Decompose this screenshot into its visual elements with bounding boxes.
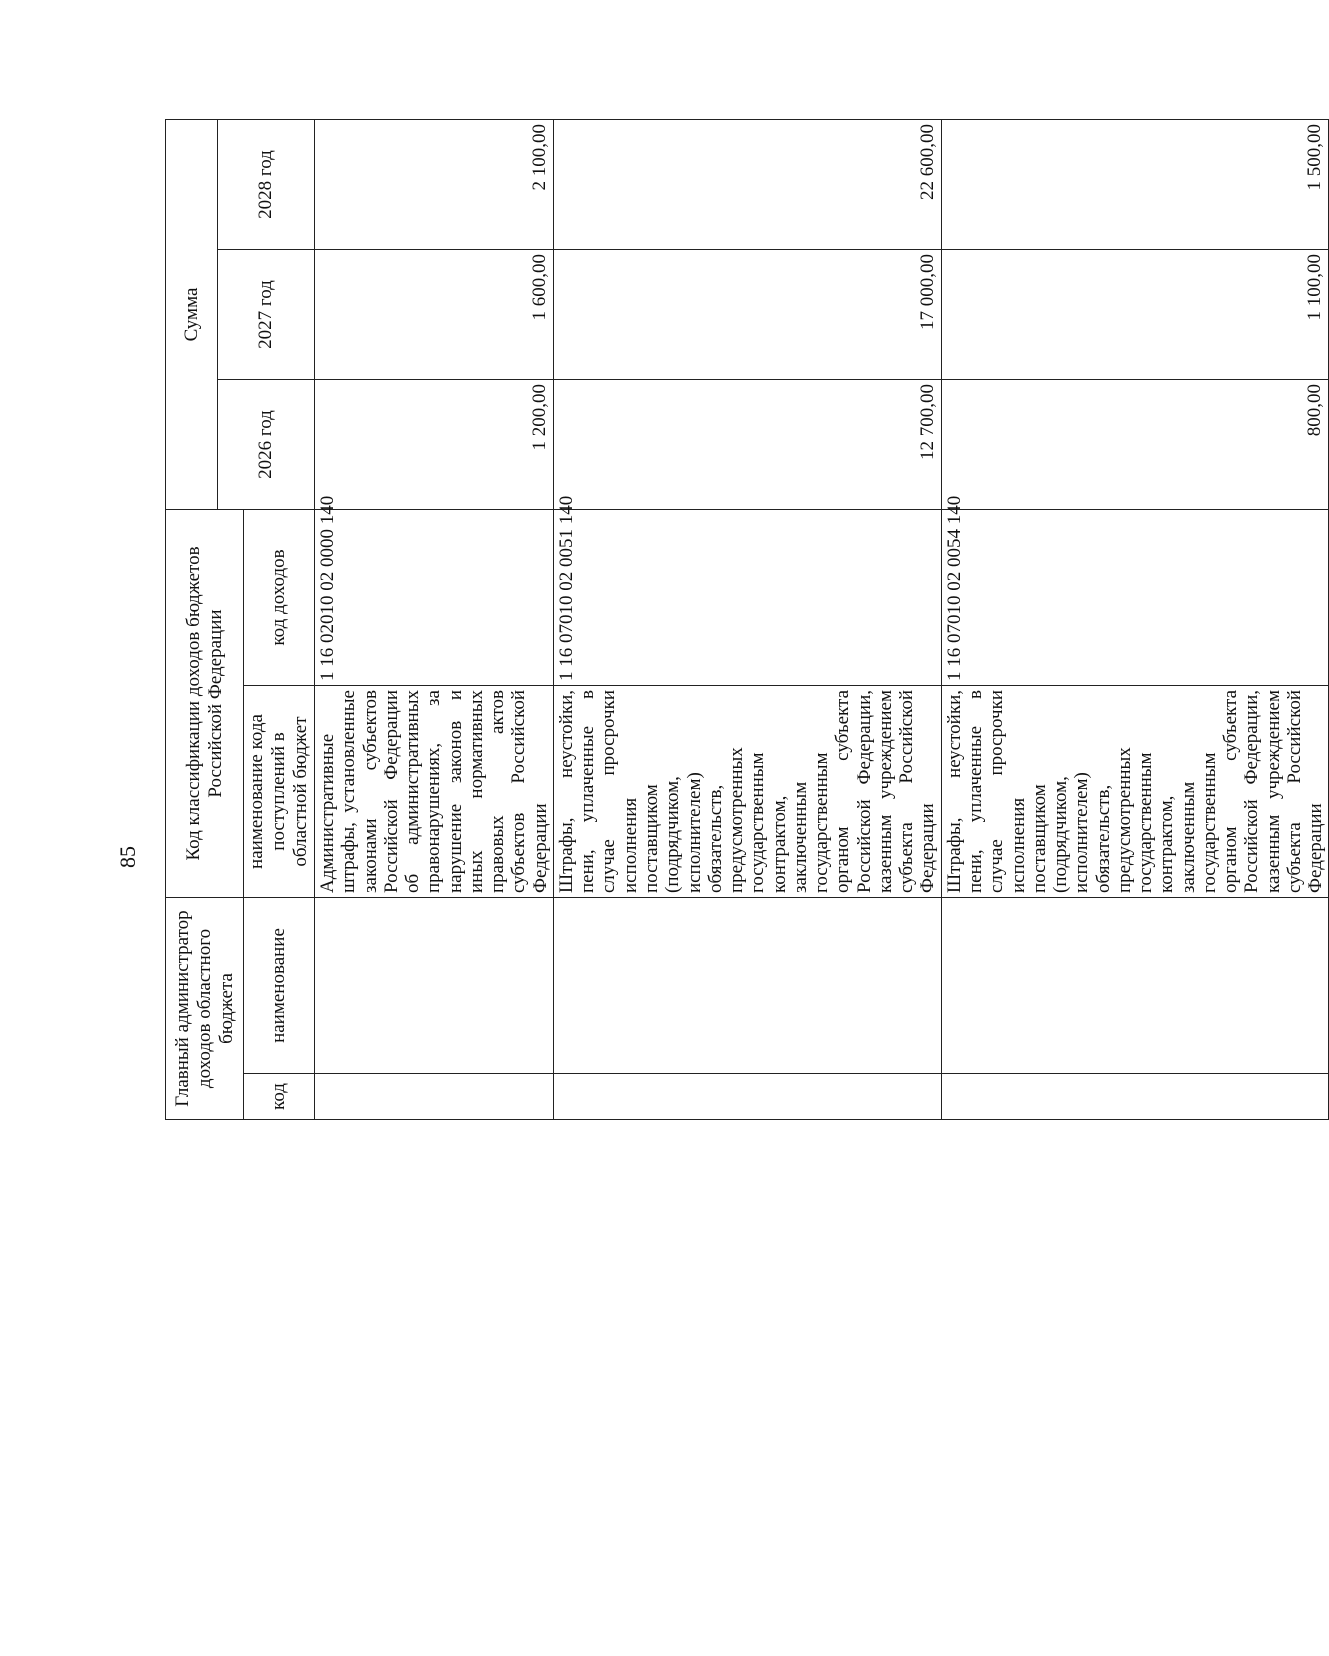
row-sum-2028: 22 600,00 — [553, 120, 941, 250]
row-admin-name — [315, 898, 554, 1074]
row-sum-2027: 1 100,00 — [941, 250, 1329, 380]
row-sum-2028: 2 100,00 — [315, 120, 554, 250]
class-name-header: наименование кода поступлений в областной бюджет — [244, 686, 315, 898]
row-admin-code — [315, 1074, 554, 1120]
year-2027-header: 2027 год — [218, 250, 315, 380]
row-income-name: Административные штрафы, установленные законами субъектов Российской Федерации об административных правонарушениях, за нарушение законов и иных нормативных правовых актов субъектов Российской Федерации — [315, 686, 554, 898]
row-admin-code — [941, 1074, 1329, 1120]
budget-table-sheet — [165, 120, 1327, 1120]
row-income-code: 1 16 07010 02 0051 140 — [553, 510, 941, 686]
classification-group-header: Код классификации доходов бюджетов Российской Федерации — [166, 510, 244, 898]
year-2026-header: 2026 год — [218, 380, 315, 510]
row-sum-2026: 800,00 — [941, 380, 1329, 510]
admin-group-header: Главный администратор доходов областного бюджета — [166, 898, 244, 1120]
row-admin-name — [553, 898, 941, 1074]
row-income-name: Штрафы, неустойки, пени, уплаченные в случае просрочки исполнения поставщиком (подрядчиком, исполнителем) обязательств, предусмотренных государственным контрактом, заключенным государственным органом субъекта Российской Федерации, казенным учреждением субъекта Российской Федерации — [553, 686, 941, 898]
row-admin-name — [941, 898, 1329, 1074]
row-income-code: 1 16 02010 02 0000 140 — [315, 510, 554, 686]
table-row — [315, 120, 554, 1120]
sum-group-header: Сумма — [166, 120, 218, 510]
table-row — [553, 120, 941, 1120]
class-code-header: код доходов — [244, 510, 315, 686]
revenue-table — [165, 119, 1329, 1120]
row-sum-2026: 1 200,00 — [315, 380, 554, 510]
row-income-code: 1 16 07010 02 0054 140 — [941, 510, 1329, 686]
admin-name-header: наименование — [244, 898, 315, 1074]
row-sum-2027: 1 600,00 — [315, 250, 554, 380]
row-sum-2027: 17 000,00 — [553, 250, 941, 380]
admin-code-header: код — [244, 1074, 315, 1120]
page-number: 85 — [115, 846, 140, 868]
row-sum-2028: 1 500,00 — [941, 120, 1329, 250]
row-sum-2026: 12 700,00 — [553, 380, 941, 510]
row-admin-code — [553, 1074, 941, 1120]
table-row — [941, 120, 1329, 1120]
row-income-name: Штрафы, неустойки, пени, уплаченные в случае просрочки исполнения поставщиком (подрядчиком, исполнителем) обязательств, предусмотренных государственным контрактом, заключенным государственным органом субъекта Российской Федерации, казенным учреждением субъекта Российской Федерации — [941, 686, 1329, 898]
year-2028-header: 2028 год — [218, 120, 315, 250]
